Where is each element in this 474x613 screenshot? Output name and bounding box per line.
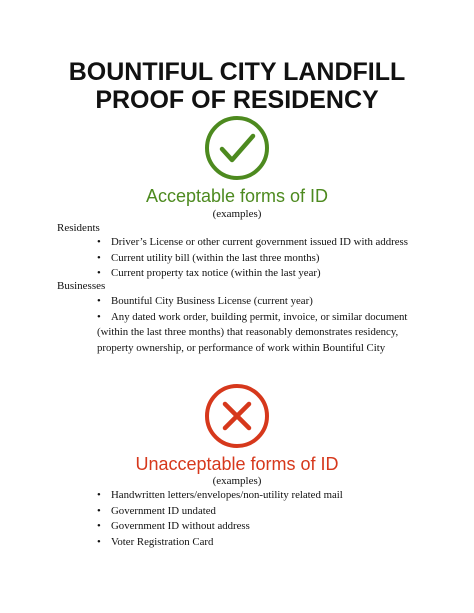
list-item: • Any dated work order, building permit, invoice, or similar document (within the last three months) that reasonably demonstrates residency, property ownership, or performance of work within Bountiful City — [97, 310, 427, 357]
list-item: • Bountiful City Business License (current year) — [97, 294, 427, 310]
list-item: • Government ID without address — [97, 519, 427, 535]
list-item: • Current utility bill (within the last three months) — [97, 251, 427, 267]
businesses-list — [97, 294, 427, 356]
page-title-line-2: PROOF OF RESIDENCY — [95, 86, 379, 114]
acceptable-heading: Acceptable forms of ID — [145, 186, 329, 206]
unacceptable-subheading: (examples) — [212, 475, 262, 487]
list-item-continuation: property ownership, or performance of work within Bountiful City — [97, 341, 386, 354]
unacceptable-heading: Unacceptable forms of ID — [135, 454, 339, 474]
businesses-label: Businesses — [57, 280, 106, 292]
page-title-line-1: BOUNTIFUL CITY LANDFILL — [68, 58, 406, 86]
unacceptable-list — [97, 488, 427, 550]
list-item: • Handwritten letters/envelopes/non-utility related mail — [97, 488, 427, 504]
list-item: • Government ID undated — [97, 504, 427, 520]
bullet-icon: • — [97, 504, 101, 517]
bullet-icon: • — [97, 535, 101, 548]
x-circle-icon — [203, 382, 271, 450]
residents-list — [97, 235, 427, 282]
list-item: • Current property tax notice (within the last year) — [97, 266, 427, 282]
list-item-continuation: (within the last three months) that reasonably demonstrates residency, — [97, 326, 399, 338]
bullet-icon: • — [97, 295, 101, 307]
bullet-icon: • — [97, 520, 101, 532]
bullet-icon: • — [97, 489, 101, 501]
bullet-icon: • — [97, 310, 101, 323]
check-circle-icon — [203, 114, 271, 182]
bullet-icon: • — [97, 267, 101, 279]
bullet-icon: • — [97, 236, 101, 248]
list-item: • Voter Registration Card — [97, 535, 427, 551]
list-item: • Driver’s License or other current government issued ID with address — [97, 235, 427, 251]
bullet-icon: • — [97, 251, 101, 264]
acceptable-subheading: (examples) — [212, 208, 262, 220]
residents-label: Residents — [57, 222, 100, 234]
